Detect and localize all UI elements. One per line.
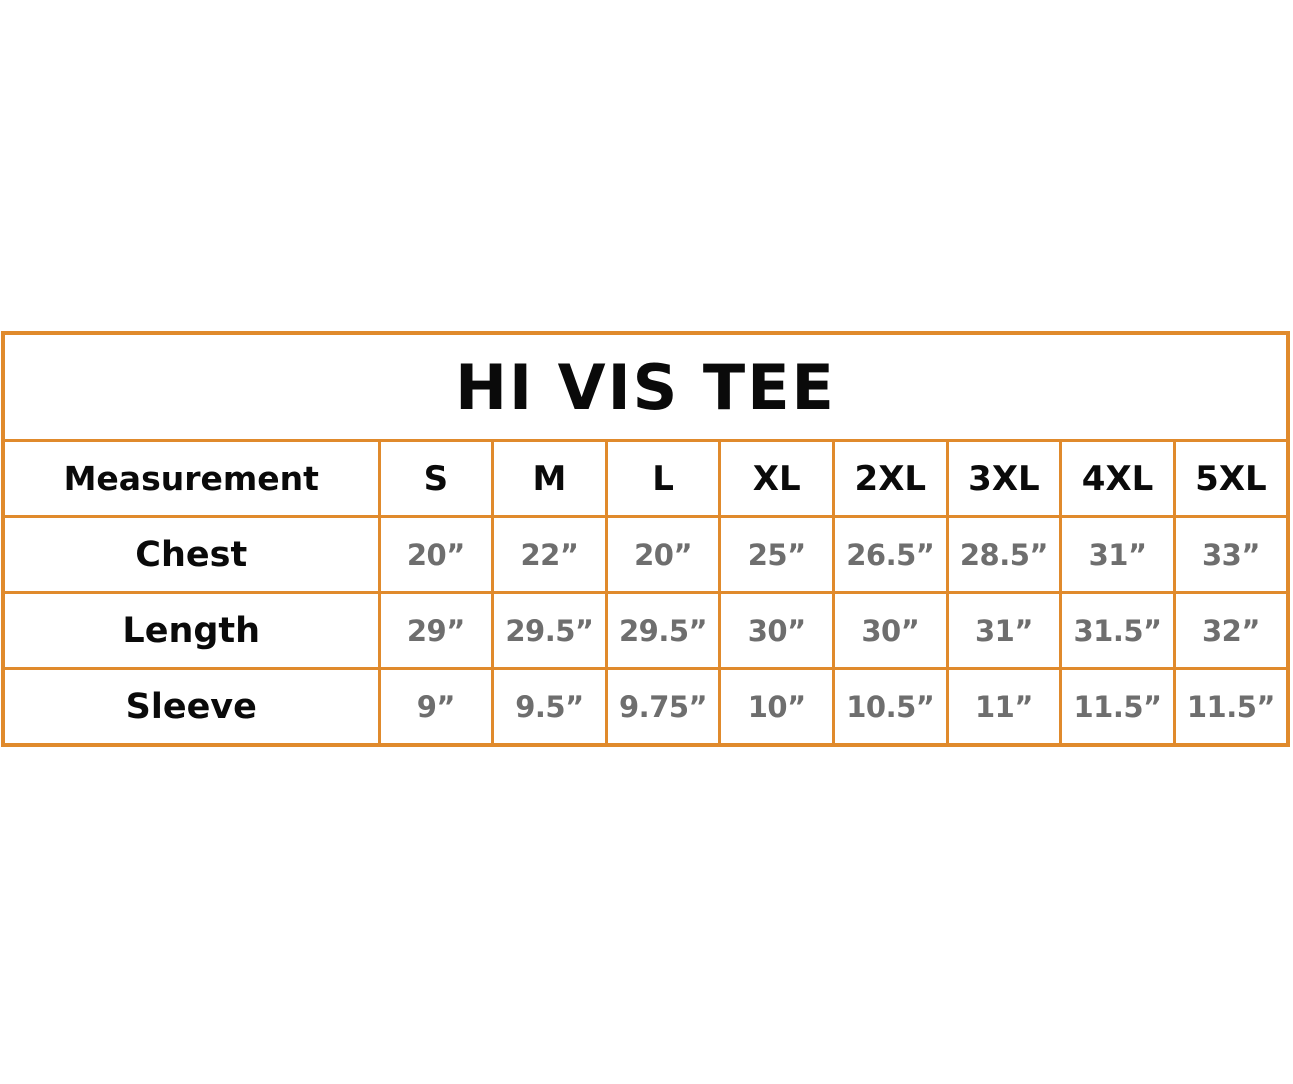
measurement-value: 32” [1174, 593, 1288, 669]
size-header: S [379, 441, 493, 517]
measurement-value: 33” [1174, 517, 1288, 593]
measurement-value: 9.5” [493, 669, 607, 746]
chart-title: HI VIS TEE [3, 333, 1288, 441]
measurement-value: 28.5” [947, 517, 1061, 593]
measurement-row [3, 593, 1288, 669]
measurement-value: 31.5” [1061, 593, 1175, 669]
measurement-value: 30” [720, 593, 834, 669]
measurement-value: 11.5” [1174, 669, 1288, 746]
measurement-value: 9” [379, 669, 493, 746]
measurement-row [3, 517, 1288, 593]
size-header: 4XL [1061, 441, 1175, 517]
measurement-value: 11.5” [1061, 669, 1175, 746]
measurement-label: Sleeve [3, 669, 379, 746]
measurement-value: 11” [947, 669, 1061, 746]
measurement-value: 29” [379, 593, 493, 669]
measurement-label: Length [3, 593, 379, 669]
size-header: 2XL [834, 441, 948, 517]
measurement-value: 31” [1061, 517, 1175, 593]
title-row [3, 333, 1288, 441]
measurement-value: 20” [606, 517, 720, 593]
size-header: 3XL [947, 441, 1061, 517]
measurement-value: 25” [720, 517, 834, 593]
measurement-label: Chest [3, 517, 379, 593]
size-header-row [3, 441, 1288, 517]
size-chart-table [1, 331, 1290, 747]
size-header: 5XL [1174, 441, 1288, 517]
measurement-row [3, 669, 1288, 746]
measurement-value: 10.5” [834, 669, 948, 746]
measurement-value: 10” [720, 669, 834, 746]
measurement-value: 29.5” [606, 593, 720, 669]
measurement-header: Measurement [3, 441, 379, 517]
measurement-value: 22” [493, 517, 607, 593]
measurement-value: 20” [379, 517, 493, 593]
measurement-value: 29.5” [493, 593, 607, 669]
size-header: M [493, 441, 607, 517]
measurement-value: 9.75” [606, 669, 720, 746]
measurement-value: 31” [947, 593, 1061, 669]
size-header: XL [720, 441, 834, 517]
measurement-value: 26.5” [834, 517, 948, 593]
size-header: L [606, 441, 720, 517]
measurement-value: 30” [834, 593, 948, 669]
